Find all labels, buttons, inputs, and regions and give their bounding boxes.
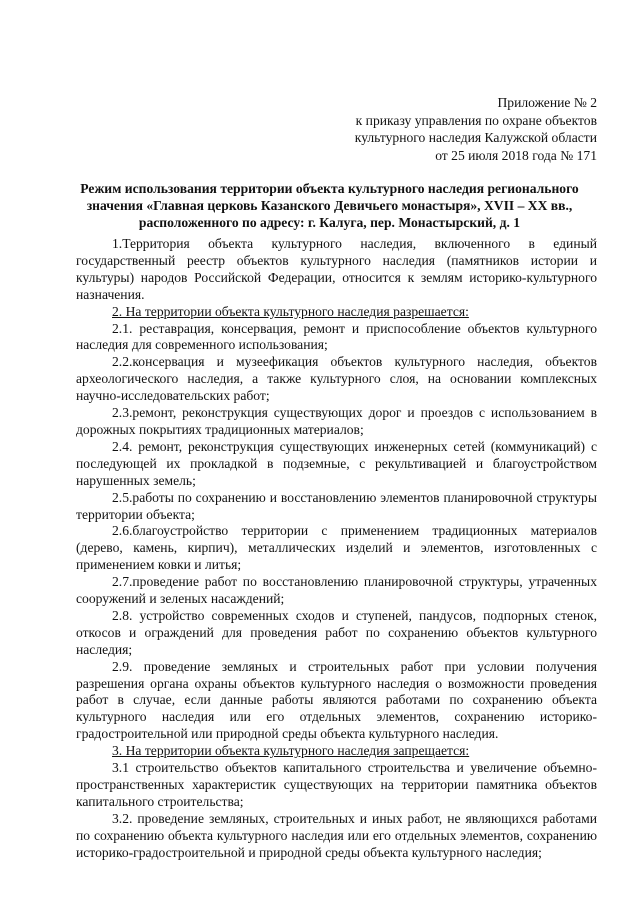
document-body — [76, 236, 597, 862]
appendix-header — [267, 94, 597, 164]
appendix-line: Приложение № 2 — [497, 95, 597, 110]
paragraph: 3.2. проведение земляных, строительных и иных работ, не являющихся работами по сохранению объекта культурного наследия или его отдельных элементов, сохранению историко-градостроительной и природной среды объекта культурного наследия; — [76, 810, 597, 860]
paragraph: 3.1 строительство объектов капитального строительства и увеличение объемно-пространственных характеристик существующих на территории памятника объектов капитального строительства; — [76, 760, 597, 809]
paragraph: 2.6.благоустройство территории с применением традиционных материалов (дерево, камень, кирпич), металлических изделий и элементов, изготовленных с применением ковки и литья; — [76, 523, 597, 573]
appendix-line: культурного наследия Калужской области — [354, 130, 597, 146]
section-heading: 2. На территории объекта культурного наследия разрешается: — [112, 303, 469, 319]
document-title: Режим использования территории объекта культурного наследия регионального значения «Главная церковь Казанского Девичьего монастыря», XVII – XX вв., расположенного по адресу: г. Калуга, пер. Монастырский, д. 1 — [80, 181, 579, 231]
paragraph: 2.7.проведение работ по восстановлению планировочной структуры, утраченных сооружений и зеленых насаждений; — [76, 574, 597, 607]
paragraph: 2.3.ремонт, реконструкция существующих дорог и проездов с использованием в дорожных покрытиях традиционных материалов; — [76, 405, 597, 437]
paragraph: 2.8. устройство современных сходов и ступеней, пандусов, подпорных стенок, откосов и ограждений для проведения работ по сохранению объектов культурного наследия; — [76, 607, 597, 657]
section-heading: 3. На территории объекта культурного наследия запрещается: — [112, 743, 470, 759]
appendix-line: от 25 июля 2018 года № 171 — [435, 147, 597, 163]
paragraph: 2.2.консервация и музеефикация объектов культурного наследия, объектов археологического наследия, а также культурного слоя, на основании комплексных научно-исследовательских работ; — [76, 354, 597, 404]
appendix-line: к приказу управления по охране объектов — [355, 112, 597, 128]
paragraph: 2.5.работы по сохранению и восстановлению элементов планировочной структуры территории объекта; — [76, 489, 597, 522]
paragraph: 2.1. реставрация, консервация, ремонт и приспособление объектов культурного наследия для современного использования; — [76, 320, 597, 353]
paragraph: 2.9. проведение земляных и строительных работ при условии получения разрешения органа охраны объектов культурного наследия о возможности проведения работ в случае, если данные работы являются работами по сохранению объекта культурного наследия или его отдельных элементов, сохранению историко-градостроительной или природной среды объекта культурного наследия. — [76, 658, 597, 742]
paragraph: 2.4. ремонт, реконструкция существующих инженерных сетей (коммуникаций) с последующей их прокладкой в подземные, с рекультивацией и благоустройством нарушенных земель; — [76, 438, 597, 488]
paragraph: 1.Территория объекта культурного наследия, включенного в единый государственный реестр объектов культурного наследия (памятников истории и культуры) народов Российской Федерации, относится к землям историко-культурного назначения. — [76, 236, 597, 302]
